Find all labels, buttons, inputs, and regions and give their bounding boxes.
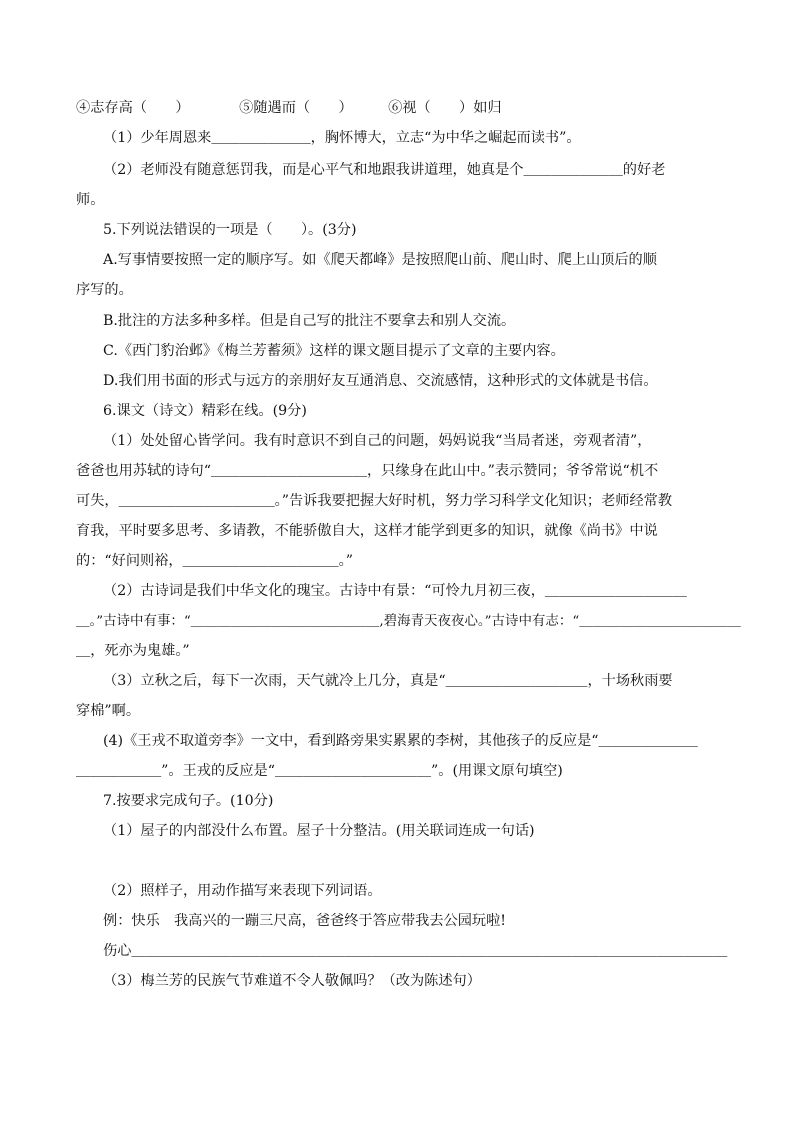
text-line: 序写的。 (76, 282, 133, 298)
text-line: （2）古诗词是我们中华文化的瑰宝。古诗中有景：“可怜九月初三夜，＿＿＿＿＿＿＿＿＿＿ (103, 583, 687, 599)
text-line: 穿棉”啊。 (76, 703, 141, 719)
option-c: C.《西门豹治邺》《梅兰芳蓄须》这样的课文题目提示了文章的主要内容。 (103, 343, 565, 359)
text-line: 可失，＿＿＿＿＿＿＿＿＿＿＿。”告诉我要把握大好时机，努力学习科学文化知识；老师经常教 (76, 493, 673, 509)
text-line: 爸爸也用苏轼的诗句“＿＿＿＿＿＿＿＿＿＿＿，只缘身在此山中。”表示赞同；爷爷常说“机不 (76, 463, 659, 479)
option-b: B.批注的方法多种多样。但是自己写的批注不要拿去和别人交流。 (103, 313, 516, 329)
text-line: （1）处处留心皆学问。我有时意识不到自己的问题，妈妈说我“当局者迷，旁观者清”， (103, 433, 652, 449)
text-line: （2）老师没有随意惩罚我，而是心平气和地跟我讲道理，她真是个＿＿＿＿＿＿＿的好老 (103, 162, 666, 178)
text-line: （1）少年周恩来＿＿＿＿＿＿＿，胸怀博大，立志“为中华之崛起而读书”。 (103, 130, 581, 146)
option-a: A.写事情要按照一定的顺序写。如《爬天都峰》是按照爬山前、爬山时、爬上山顶后的顺 (103, 252, 657, 268)
text-line: 师。 (76, 192, 105, 208)
option-d: D.我们用书面的形式与远方的亲朋好友互通消息、交流感情，这种形式的文体就是书信。 (103, 373, 658, 389)
text-line: （1）屋子的内部没什么布置。屋子十分整洁。(用关联词连成一句话) (103, 823, 535, 839)
text-line: 的：“好问则裕，＿＿＿＿＿＿＿＿＿＿＿。” (76, 553, 353, 569)
text-line: ＿。”古诗中有事：“＿＿＿＿＿＿＿＿＿＿＿＿＿＿,碧海青天夜夜心。”古诗中有志：“＿＿＿＿＿＿＿＿＿＿＿＿ (76, 613, 741, 629)
text-line: ＿，死亦为鬼雄。” (76, 643, 190, 659)
text-line: 例：快乐 我高兴的一蹦三尺高，爸爸终于答应带我去公园玩啦! (103, 913, 506, 929)
text-line: （3）梅兰芳的民族气节难道不令人敬佩吗？（改为陈述句） (103, 973, 481, 989)
question-heading: 5.下列说法错误的一项是（ ）。(3分) (103, 222, 357, 238)
text-line: ＿＿＿＿＿＿”。王戎的反应是“＿＿＿＿＿＿＿＿＿＿＿”。(用课文原句填空) (76, 763, 563, 779)
text-line: （3）立秋之后，每下一次雨，天气就冷上几分，真是“＿＿＿＿＿＿＿＿＿＿，十场秋雨要 (103, 673, 673, 689)
question-heading: 7.按要求完成句子。(10分) (103, 793, 274, 809)
question-heading: 6.课文（诗文）精彩在线。(9分) (103, 403, 307, 419)
text-line: 育我，平时要多思考、多请教，不能骄傲自大，这样才能学到更多的知识，就像《尚书》中说 (76, 523, 658, 539)
text-line: （2）照样子，用动作描写来表现下列词语。 (103, 883, 382, 899)
answer-line[interactable]: 伤心＿＿＿＿＿＿＿＿＿＿＿＿＿＿＿＿＿＿＿＿＿＿＿＿＿＿＿＿＿＿＿＿＿＿＿＿＿＿＿＿＿＿ (103, 943, 728, 959)
text-line: ④志存高（ ） ⑤随遇而（ ） ⑥视（ ）如归 (76, 100, 502, 116)
text-line: (4)《王戎不取道旁李》一文中，看到路旁果实累累的李树，其他孩子的反应是“＿＿＿＿＿＿＿ (103, 733, 698, 749)
